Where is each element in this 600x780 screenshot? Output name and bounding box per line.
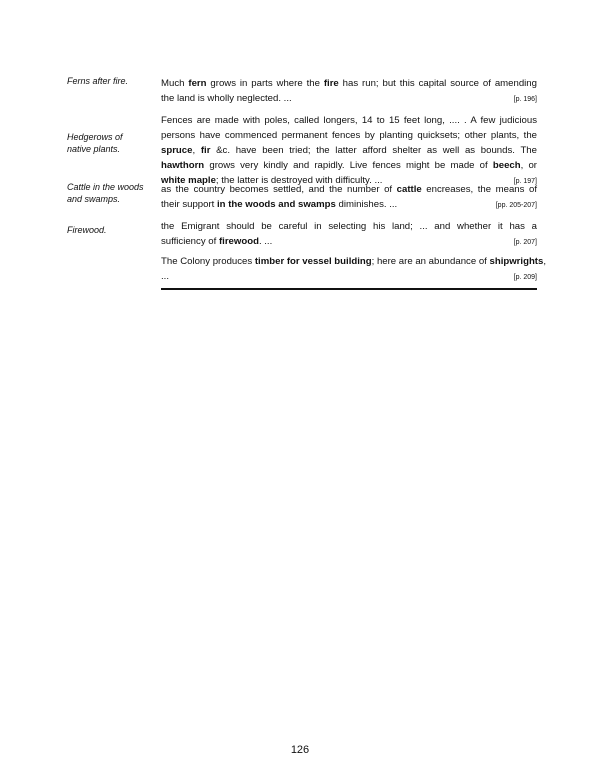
text-run: &c. have been tried; the latter afford shelter as well as bounds. The: [210, 145, 537, 156]
text-run: ,: [192, 145, 201, 156]
paragraph-timber: [161, 254, 547, 284]
margin-note-cattle: Cattle in the woods and swamps.: [67, 182, 144, 204]
bold-term: cattle: [396, 184, 422, 195]
bold-term: in the woods and swamps: [217, 199, 336, 210]
bold-term: hawthorn: [161, 160, 205, 171]
text-run: the land is wholly neglected. ...: [161, 93, 292, 104]
bold-term: shipwrights: [489, 256, 544, 267]
page-reference: [p. 197]: [513, 178, 537, 185]
text-line: [161, 219, 537, 234]
text-line: [161, 113, 537, 128]
text-line: [161, 269, 537, 284]
paragraph-fences: [161, 113, 537, 188]
text-run: their support: [161, 199, 217, 210]
bold-term: fire: [323, 78, 339, 89]
text-run: ; here are an abundance of: [371, 256, 490, 267]
text-run: Much: [161, 78, 189, 89]
bold-term: beech: [492, 160, 521, 171]
text-line: [161, 197, 537, 212]
page-reference: [p. 209]: [513, 274, 537, 281]
text-line: [161, 91, 537, 106]
paragraph-ferns: [161, 76, 537, 106]
paragraph-firewood: [161, 219, 537, 249]
text-line: [161, 254, 547, 269]
text-line: [161, 182, 537, 197]
text-run: grows very kindly and rapidly. Live fences might be made of: [204, 160, 493, 171]
text-run: as the country becomes settled, and the number of: [161, 184, 397, 195]
bold-term: fir: [200, 145, 211, 156]
text-run: persons have commenced permanent fences by planting quicksets; other plants, the: [161, 130, 537, 141]
bold-term: firewood: [218, 236, 259, 247]
text-line: [161, 143, 537, 158]
text-run: . ...: [258, 236, 273, 247]
text-run: ,: [543, 256, 547, 267]
page-reference: [pp. 205-207]: [495, 202, 537, 209]
margin-note-hedgerows: Hedgerows of native plants.: [67, 132, 123, 154]
paragraph-cattle: [161, 182, 537, 212]
text-run: encreases, the means of: [421, 184, 537, 195]
text-run: grows in parts where the: [206, 78, 324, 89]
text-run: , or: [520, 160, 537, 171]
margin-note-firewood: Firewood.: [67, 225, 107, 235]
bold-term: timber for vessel building: [254, 256, 372, 267]
bold-term: fern: [188, 78, 207, 89]
text-run: sufficiency of: [161, 236, 219, 247]
section-rule: [161, 288, 537, 290]
bold-term: spruce: [161, 145, 193, 156]
text-run: the Emigrant should be careful in selecting his land; ... and whether it has a: [161, 221, 537, 232]
margin-note-ferns: Ferns after fire.: [67, 76, 129, 86]
text-line: [161, 234, 537, 249]
page-reference: [p. 207]: [513, 239, 537, 246]
text-line: [161, 76, 537, 91]
text-run: diminishes. ...: [335, 199, 398, 210]
bold-term: white maple: [161, 175, 216, 186]
text-line: [161, 158, 537, 173]
page-reference: [p. 196]: [513, 96, 537, 103]
text-run: Fences are made with poles, called longers, 14 to 15 feet long, .... . A few judicious: [161, 115, 537, 126]
text-line: [161, 128, 537, 143]
text-run: has run; but this capital source of amending: [338, 78, 537, 89]
page-number: 126: [290, 744, 310, 756]
text-run: ; the latter is destroyed with difficulty. ...: [215, 175, 383, 186]
text-run: The Colony produces: [161, 256, 255, 267]
text-run: ...: [161, 271, 169, 282]
